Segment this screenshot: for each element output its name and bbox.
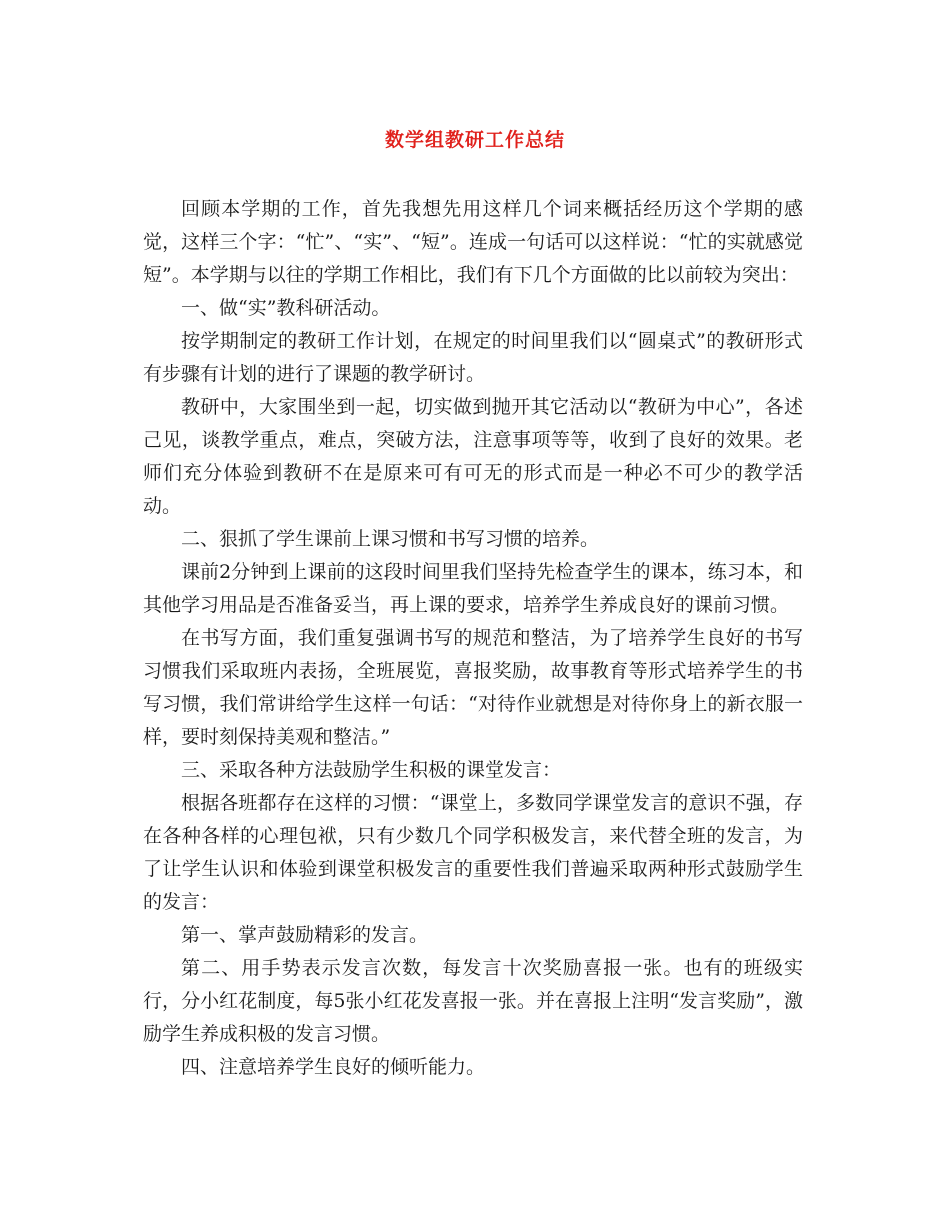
paragraph: 第一、掌声鼓励精彩的发言。 [181,924,429,946]
paragraph: 按学期制定的教研工作计划，在规定的时间里我们以“圆桌式”的教研形式有步骤有计划的进行了课题的教学研讨。 [143,330,803,385]
heading-section-4: 四、注意培养学生良好的倾听能力。 [181,1056,486,1078]
heading-section-3: 三、采取各种方法鼓励学生积极的课堂发言： [181,759,562,781]
paragraph: 根据各班都存在这样的习惯：“课堂上，多数同学课堂发言的意识不强，存在各种各样的心理包袱，只有少数几个同学积极发言，来代替全班的发言，为了让学生认识和体验到课堂积极发言的重要性我们普遍采取两种形式鼓励学生的发言： [143,792,803,913]
paragraph-intro: 回顾本学期的工作，首先我想先用这样几个词来概括经历这个学期的感觉，这样三个字：“忙”、“实”、“短”。连成一句话可以这样说：“忙的实就感觉短”。本学期与以往的学期工作相比，我们有下几个方面做的比以前较为突出： [143,198,803,286]
paragraph: 在书写方面，我们重复强调书写的规范和整洁，为了培养学生良好的书写习惯我们采取班内表扬，全班展览，喜报奖励，故事教育等形式培养学生的书写习惯，我们常讲给学生这样一句话：“对待作业就想是对待你身上的新衣服一样，要时刻保持美观和整洁。” [143,627,803,748]
paragraph: 第二、用手势表示发言次数，每发言十次奖励喜报一张。也有的班级实行，分小红花制度，每5张小红花发喜报一张。并在喜报上注明“发言奖励”，激励学生养成积极的发言习惯。 [143,957,803,1045]
document-body [143,193,803,1084]
paragraph: 教研中，大家围坐到一起，切实做到抛开其它活动以“教研为中心”，各述己见，谈教学重点，难点，突破方法，注意事项等等，收到了良好的效果。老师们充分体验到教研不在是原来可有可无的形式而是一种必不可少的教学活动。 [143,396,803,517]
heading-section-1: 一、做“实”教科研活动。 [181,297,391,319]
document-title: 数学组教研工作总结 [384,129,565,151]
heading-section-2: 二、狠抓了学生课前上课习惯和书写习惯的培养。 [181,528,600,550]
paragraph: 课前2分钟到上课前的这段时间里我们坚持先检查学生的课本，练习本，和其他学习用品是否准备妥当，再上课的要求，培养学生养成良好的课前习惯。 [143,561,803,616]
